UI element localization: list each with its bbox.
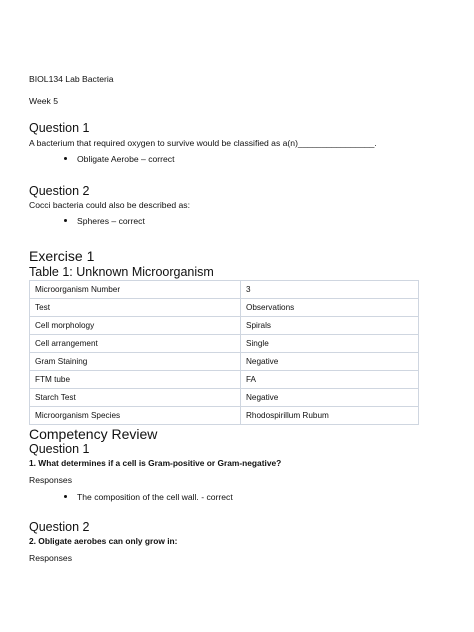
table-row bbox=[30, 371, 419, 389]
table-cell: FA bbox=[241, 371, 419, 389]
table-cell: Rhodospirillum Rubum bbox=[241, 407, 419, 425]
bullet-icon bbox=[64, 157, 67, 160]
table-cell: Microorganism Number bbox=[30, 281, 241, 299]
table-title: Table 1: Unknown Microorganism bbox=[29, 265, 214, 279]
table-row bbox=[30, 299, 419, 317]
table-cell: FTM tube bbox=[30, 371, 241, 389]
table-row bbox=[30, 281, 419, 299]
competency-q1-responses-label: Responses bbox=[29, 475, 72, 485]
question-2-answer bbox=[64, 216, 145, 226]
table-cell: Observations bbox=[241, 299, 419, 317]
table-row bbox=[30, 317, 419, 335]
table-cell: 3 bbox=[241, 281, 419, 299]
question-1-answer-text: Obligate Aerobe – correct bbox=[77, 154, 175, 164]
question-1-answer bbox=[64, 154, 174, 164]
microorganism-table bbox=[29, 280, 419, 425]
table-row bbox=[30, 353, 419, 371]
competency-q1-prompt: 1. What determines if a cell is Gram-positive or Gram-negative? bbox=[29, 458, 282, 468]
table-row bbox=[30, 335, 419, 353]
question-2-prompt: Cocci bacteria could also be described as: bbox=[29, 200, 190, 210]
table-row bbox=[30, 389, 419, 407]
competency-heading: Competency Review bbox=[29, 426, 158, 442]
table-cell: Negative bbox=[241, 353, 419, 371]
week-label: Week 5 bbox=[29, 96, 58, 106]
competency-q1-heading: Question 1 bbox=[29, 442, 90, 456]
table-cell: Gram Staining bbox=[30, 353, 241, 371]
table-row bbox=[30, 407, 419, 425]
table-cell: Test bbox=[30, 299, 241, 317]
competency-q1-answer bbox=[64, 492, 233, 502]
table-cell: Cell arrangement bbox=[30, 335, 241, 353]
question-2-heading: Question 2 bbox=[29, 184, 90, 198]
table-cell: Negative bbox=[241, 389, 419, 407]
competency-q2-prompt: 2. Obligate aerobes can only grow in: bbox=[29, 536, 178, 546]
course-title: BIOL134 Lab Bacteria bbox=[29, 74, 114, 84]
question-1-prompt: A bacterium that required oxygen to survive would be classified as a(n)________________. bbox=[29, 138, 377, 148]
competency-q1-answer-text: The composition of the cell wall. - correct bbox=[77, 492, 233, 502]
table-cell: Single bbox=[241, 335, 419, 353]
bullet-icon bbox=[64, 219, 67, 222]
bullet-icon bbox=[64, 495, 67, 498]
question-1-heading: Question 1 bbox=[29, 121, 90, 135]
competency-q2-responses-label: Responses bbox=[29, 553, 72, 563]
table-cell: Microorganism Species bbox=[30, 407, 241, 425]
exercise-heading: Exercise 1 bbox=[29, 248, 95, 264]
table-cell: Spirals bbox=[241, 317, 419, 335]
competency-q2-heading: Question 2 bbox=[29, 520, 90, 534]
question-2-answer-text: Spheres – correct bbox=[77, 216, 145, 226]
table-cell: Starch Test bbox=[30, 389, 241, 407]
table-cell: Cell morphology bbox=[30, 317, 241, 335]
